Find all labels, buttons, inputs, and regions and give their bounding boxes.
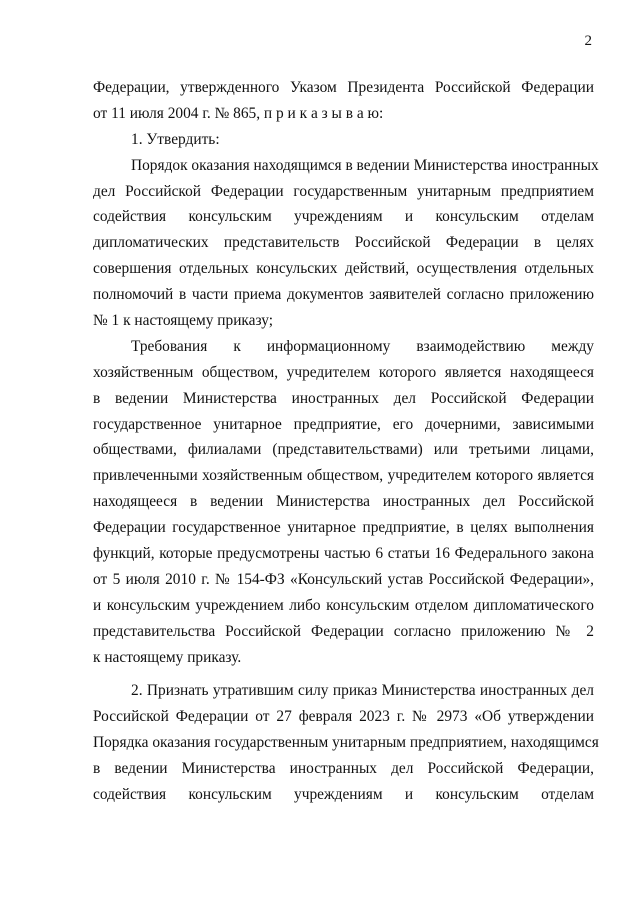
text-line: функций, которые предусмотрены частью 6 статьи 16 Федерального закона: [93, 545, 594, 563]
text-line: привлеченными хозяйственным обществом, учредителем которого является: [93, 467, 594, 485]
text-line: к настоящему приказу.: [93, 648, 242, 666]
text-line: Порядка оказания государственным унитарным предприятием, находящимся: [93, 734, 599, 752]
text-line: хозяйственным обществом, учредителем которого является находящееся: [93, 363, 594, 381]
text-line: и консульским учреждением либо консульским отделом дипломатического: [93, 596, 594, 614]
text-line: Федерации, утвержденного Указом Президента Российской Федерации: [93, 79, 594, 96]
text-line: № 1 к настоящему приказу;: [93, 312, 274, 330]
text-line: совершения отдельных консульских действий, осуществления отдельных: [93, 260, 594, 278]
text-line: Требования к информационному взаимодействию между: [131, 337, 594, 355]
paragraph-gap: [93, 670, 594, 678]
text-line: дел Российской Федерации государственным унитарным предприятием: [93, 182, 594, 200]
text-line: государственное унитарное предприятие, его дочерними, зависимыми: [93, 415, 594, 433]
text-line: в ведении Министерства иностранных дел Российской Федерации: [93, 389, 594, 407]
text-line: полномочий в части приема документов заявителей согласно приложению: [93, 286, 594, 304]
document-body: [93, 75, 599, 808]
text-line: от 5 июля 2010 г. № 154-ФЗ «Консульский устав Российской Федерации»,: [93, 570, 594, 588]
page-number: 2: [584, 33, 592, 49]
text-line: в ведении Министерства иностранных дел Российской Федерации,: [93, 760, 594, 778]
text-line: Порядок оказания находящимся в ведении Министерства иностранных: [131, 156, 599, 174]
text-line: содействия консульским учреждениям и консульским отделам: [93, 208, 594, 226]
section-heading: 1. Утвердить:: [131, 130, 220, 148]
text-line: Российской Федерации от 27 февраля 2023 г. № 2973 «Об утверждении: [93, 708, 594, 726]
text-line: находящееся в ведении Министерства иностранных дел Российской: [93, 493, 594, 511]
text-line: 2. Признать утратившим силу приказ Министерства иностранных дел: [131, 682, 594, 700]
text-line: дипломатических представительств Российской Федерации в целях: [93, 234, 594, 252]
text-line: от 11 июля 2004 г. № 865, п р и к а з ы в а ю:: [93, 104, 384, 122]
text-line: обществами, филиалами (представительствами) или третьими лицами,: [93, 441, 594, 459]
text-line: представительства Российской Федерации согласно приложению № 2: [93, 622, 594, 640]
text-line: содействия консульским учреждениям и консульским отделам: [93, 786, 594, 804]
text-line: Федерации государственное унитарное предприятие, в целях выполнения: [93, 519, 594, 537]
